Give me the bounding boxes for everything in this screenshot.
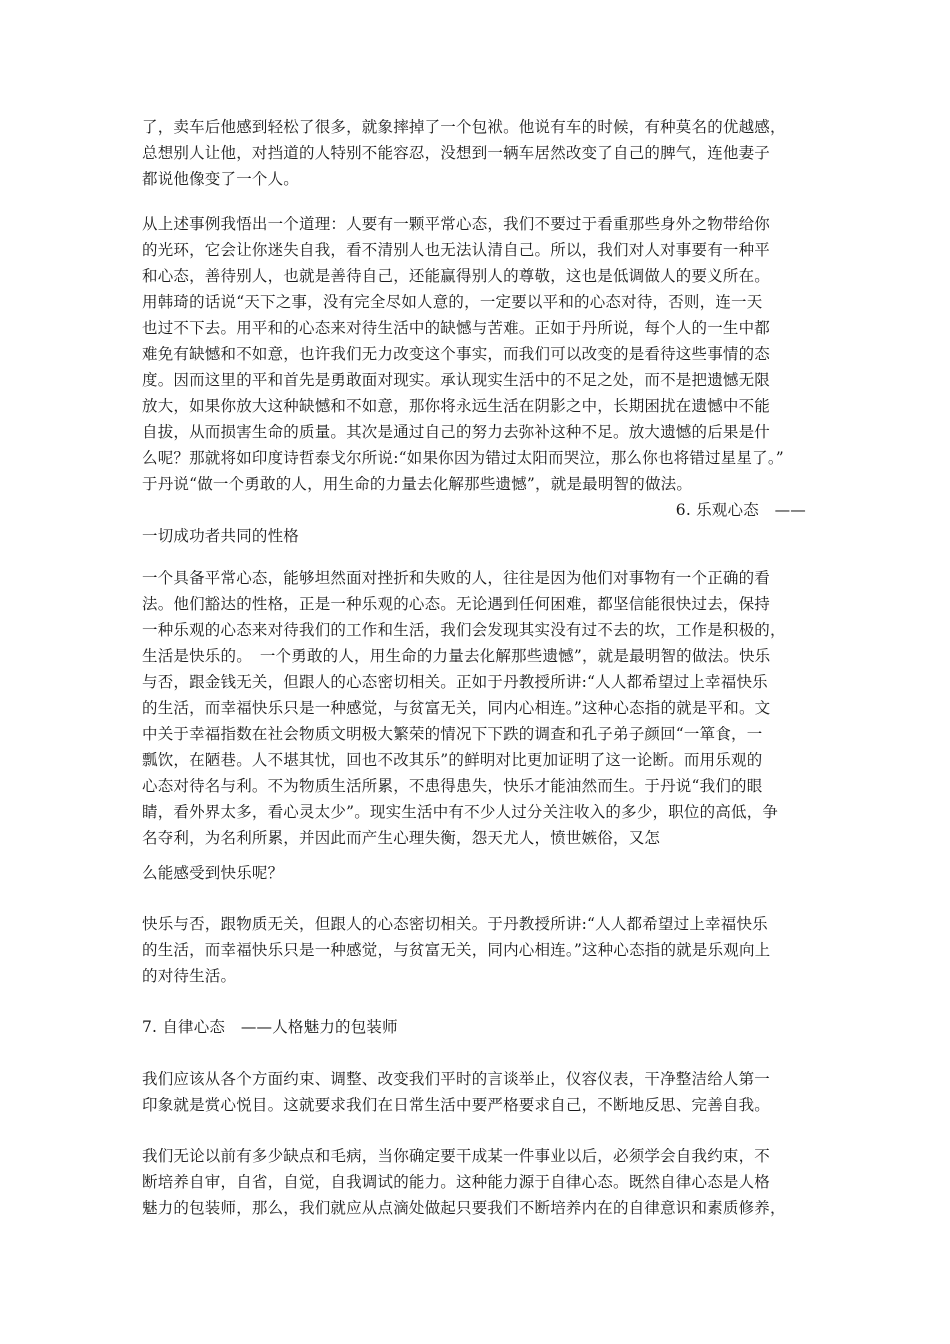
text-line: 我们应该从各个方面约束、调整、改变我们平时的言谈举止，仪容仪表，干净整洁给人第一 (142, 1070, 771, 1088)
text-line: 的生活，而幸福快乐只是一种感觉，与贫富无关，同内心相连。”这种心态指的就是平和。文 (142, 699, 771, 717)
paragraph-calm-mindset (142, 211, 822, 549)
text-line: 一种乐观的心态来对待我们的工作和生活，我们会发现其实没有过不去的坎，工作是积极的， (142, 621, 786, 639)
text-line: 和心态，善待别人，也就是善待自己，还能赢得别人的尊敬，这也是低调做人的要义所在。 (142, 267, 771, 285)
text-line: 的生活，而幸福快乐只是一种感觉，与贫富无关，同内心相连。”这种心态指的就是乐观向上 (142, 941, 771, 959)
text-line: 睛，看外界太多，看心灵太少”。现实生活中有不少人过分关注收入的多少，职位的高低，争 (142, 803, 779, 821)
text-line: 么能感受到快乐呢？ (142, 864, 284, 882)
text-line: 中关于幸福指数在社会物质文明极大繁荣的情况下下跌的调查和孔子弟子颜回“一箪食，一 (142, 725, 763, 743)
paragraph-optimism (142, 565, 822, 851)
text-line: 心态对待名与利。不为物质生活所累，不患得患失，快乐才能油然而生。于丹说“我们的眼 (142, 777, 763, 795)
text-line: 瓢饮，在陋巷。人不堪其忧，回也不改其乐”的鲜明对比更加证明了这一论断。而用乐观的 (142, 751, 763, 769)
section-heading-optimism: 6. 乐观心态 —— (675, 501, 806, 519)
text-line: 都说他像变了一个人。 (142, 170, 300, 188)
text-line: 与否，跟金钱无关，但跟人的心态密切相关。正如于丹教授所讲:“人人都希望过上幸福快乐 (142, 673, 768, 691)
text-line: 名夺利，为名利所累，并因此而产生心理失衡，怨天尤人，愤世嫉俗，又怎 (142, 829, 661, 847)
paragraph-conduct (142, 1066, 822, 1118)
text-line: 的光环，它会让你迷失自我，看不清别人也无法认清自己。所以，我们对人对事要有一种平 (142, 241, 771, 259)
text-line: 总想别人让他，对挡道的人特别不能容忍，没想到一辆车居然改变了自己的脾气，连他妻子 (142, 144, 771, 162)
text-line: 从上述事例我悟出一个道理：人要有一颗平常心态，我们不要过于看重那些身外之物带给你 (142, 215, 771, 233)
text-line: 魅力的包装师，那么，我们就应从点滴处做起只要我们不断培养内在的自律意识和素质修养， (142, 1199, 786, 1217)
text-line: 放大，如果你放大这种缺憾和不如意，那你将永远生活在阴影之中，长期困扰在遗憾中不能 (142, 397, 771, 415)
section-heading-optimism-subtitle: 一切成功者共同的性格 (142, 527, 300, 545)
text-line: 法。他们豁达的性格，正是一种乐观的心态。无论遇到任何困难，都坚信能很快过去，保持 (142, 595, 771, 613)
paragraph-self-discipline (142, 1143, 822, 1221)
text-line: 度。因而这里的平和首先是勇敢面对现实。承认现实生活中的不足之处，而不是把遗憾无限 (142, 371, 771, 389)
text-line: 用韩琦的话说“天下之事，没有完全尽如人意的，一定要以平和的心态对待，否则，连一天 (142, 293, 763, 311)
paragraph-car-story (142, 114, 822, 192)
text-line: 一个具备平常心态，能够坦然面对挫折和失败的人，往往是因为他们对事物有一个正确的看 (142, 569, 771, 587)
text-line: 生活是快乐的。 一个勇敢的人，用生命的力量去化解那些遗憾”，就是最明智的做法。快乐 (142, 647, 771, 665)
text-line: 么呢？那就将如印度诗哲泰戈尔所说:“如果你因为错过太阳而哭泣，那么你也将错过星星了。” (142, 449, 784, 467)
text-line: 7. 自律心态 ——人格魅力的包装师 (142, 1018, 398, 1036)
text-line: 也过不下去。用平和的心态来对待生活中的缺憾与苦难。正如于丹所说，每个人的一生中都 (142, 319, 771, 337)
text-line: 快乐与否，跟物质无关，但跟人的心态密切相关。于丹教授所讲:“人人都希望过上幸福快乐 (142, 915, 768, 933)
text-line: 自拔，从而损害生命的质量。其次是通过自己的努力去弥补这种不足。放大遗憾的后果是什 (142, 423, 771, 441)
text-line: 我们无论以前有多少缺点和毛病，当你确定要干成某一件事业以后，必须学会自我约束，不 (142, 1147, 771, 1165)
paragraph-happiness (142, 911, 822, 989)
text-line: 印象就是赏心悦目。这就要求我们在日常生活中要严格要求自己，不断地反思、完善自我。 (142, 1096, 771, 1114)
text-line: 难免有缺憾和不如意，也许我们无力改变这个事实，而我们可以改变的是看待这些事情的态 (142, 345, 771, 363)
text-line: 于丹说“做一个勇敢的人，用生命的力量去化解那些遗憾”，就是最明智的做法。 (142, 475, 693, 493)
text-line: 了，卖车后他感到轻松了很多，就象摔掉了一个包袱。他说有车的时候，有种莫名的优越感， (142, 118, 786, 136)
paragraph-continuation (142, 860, 822, 886)
section-heading-self-discipline (142, 1014, 822, 1040)
text-line: 断培养自审，自省，自觉，自我调试的能力。这种能力源于自律心态。既然自律心态是人格 (142, 1173, 771, 1191)
text-line: 的对待生活。 (142, 967, 237, 985)
